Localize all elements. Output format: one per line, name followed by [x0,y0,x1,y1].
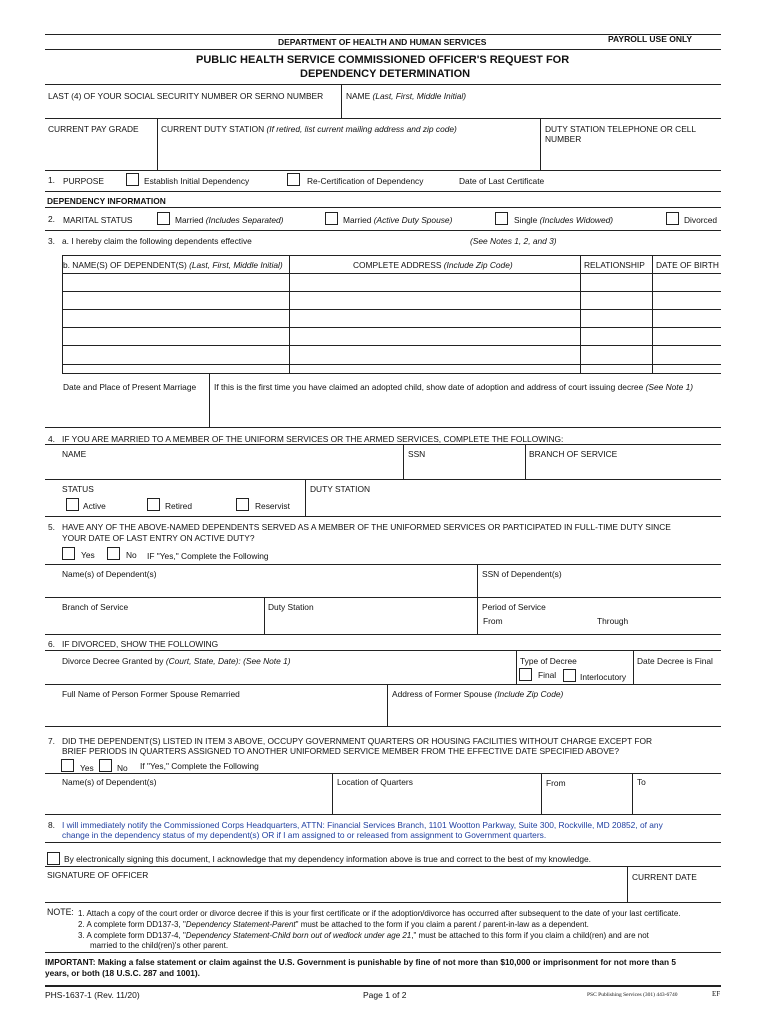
divorce-decree-label: Divorce Decree Granted by (Court, State, Date): (See Note 1) [62,656,291,666]
duty-station-label: CURRENT DUTY STATION (If retired, list current mailing address and zip code) [161,124,457,134]
item5-duty-label: Duty Station [268,602,314,612]
item7-names-label: Name(s) of Dependent(s) [62,777,157,787]
effective-date-field[interactable] [266,233,461,246]
status-active-checkbox[interactable] [66,498,79,511]
spouse-branch-field[interactable] [527,460,720,478]
note-1: 1. Attach a copy of the court order or divorce decree if this is your first certificate or if the adoption/divorce has occurred after subsequent to the date of your last certificate. [78,909,681,918]
date-decree-final-label: Date Decree is Final [637,656,713,666]
present-marriage-field[interactable] [63,394,208,426]
item5-branch-label: Branch of Service [62,602,129,612]
item3-number: 3. [48,236,55,246]
payroll-use-only: PAYROLL USE ONLY [608,34,693,44]
marital-status-label: MARITAL STATUS [63,215,133,225]
dependent-names-header: b. NAME(S) OF DEPENDENT(S) (Last, First, Middle Initial) [63,260,283,270]
spouse-name-field[interactable] [47,460,402,478]
single-checkbox[interactable] [495,212,508,225]
last-certificate-field[interactable] [556,173,720,187]
item5-names-field[interactable] [47,580,476,596]
single-label: Single (Includes Widowed) [514,215,614,225]
form-title-line2: DEPENDENCY DETERMINATION [300,68,471,80]
date-decree-final-field[interactable] [635,667,720,683]
item5-period-label: Period of Service [482,602,546,612]
complete-address-header: COMPLETE ADDRESS (Include Zip Code) [353,260,513,270]
note-3-continued: married to the child(ren)'s other parent. [90,941,229,950]
item1-number: 1. [48,175,55,185]
item7-from-label: From [546,778,566,788]
former-spouse-address-field[interactable] [389,701,720,725]
signature-label: SIGNATURE OF OFFICER [47,870,149,880]
divorce-decree-field[interactable] [47,667,515,683]
status-reservist-checkbox[interactable] [236,498,249,511]
relationship-header: RELATIONSHIP [584,260,645,270]
item6-number: 6. [48,639,55,649]
item5-duty-field[interactable] [266,613,476,633]
item5-names-label: Name(s) of Dependent(s) [62,569,157,579]
dependent-row[interactable] [63,310,720,326]
note-3: 3. A complete form DD137-4, "Dependency Statement-Child born out of wedlock under age 21," must be attached to this form if you claim a child(ren) and are not [78,931,649,940]
department-name: DEPARTMENT OF HEALTH AND HUMAN SERVICES [278,37,487,47]
decree-interlocutory-checkbox[interactable] [563,669,576,682]
location-of-quarters-field[interactable] [334,789,540,813]
item5-question-line1: HAVE ANY OF THE ABOVE-NAMED DEPENDENTS SERVED AS A MEMBER OF THE UNIFORMED SERVICES OR PARTICIPATED IN FULL-TIME DUTY SINCE [62,522,671,532]
item7-no-checkbox[interactable] [99,759,112,772]
status-retired-label: Retired [165,501,192,511]
spouse-branch-label: BRANCH OF SERVICE [529,449,618,459]
item7-to-field[interactable] [634,789,720,813]
married-active-duty-label: Married (Active Duty Spouse) [343,215,453,225]
important-line1: IMPORTANT: Making a false statement or claim against the U.S. Government is punishable by fine of not more than $10,000 or imprisonment for not more than 5 [45,957,676,967]
item7-number: 7. [48,736,55,746]
last-certificate-label: Date of Last Certificate [459,176,545,186]
present-marriage-label: Date and Place of Present Marriage [63,382,197,392]
item4-number: 4. [48,434,55,444]
date-of-birth-header: DATE OF BIRTH [656,260,719,270]
dependent-row[interactable] [63,292,720,308]
spouse-duty-station-label: DUTY STATION [310,484,371,494]
item2-number: 2. [48,214,55,224]
dependency-info-heading: DEPENDENCY INFORMATION [47,196,166,206]
item8-number: 8. [48,820,55,830]
ssn-field[interactable] [46,101,340,117]
acknowledge-checkbox[interactable] [47,852,60,865]
recertification-checkbox[interactable] [287,173,300,186]
divorced-label: Divorced [684,215,718,225]
married-separated-label: Married (Includes Separated) [175,215,284,225]
page-number: Page 1 of 2 [363,990,407,1000]
item5-through-label: Through [597,616,629,626]
item4-question: IF YOU ARE MARRIED TO A MEMBER OF THE UNIFORM SERVICES OR THE ARMED SERVICES, COMPLETE THE FOLLOWING: [62,434,564,444]
signature-field[interactable] [47,881,626,901]
name-label: NAME (Last, First, Middle Initial) [346,91,467,101]
duty-station-field[interactable] [159,136,539,168]
adoption-info-field[interactable] [211,394,720,426]
publisher-credit: PSC Publishing Services (301) 443-6740 [587,992,678,998]
spouse-ssn-label: SSN [408,449,426,459]
status-active-label: Active [83,501,106,511]
item5-no-label: No [126,550,137,560]
status-retired-checkbox[interactable] [147,498,160,511]
item7-question-line2: BRIEF PERIODS IN QUARTERS ASSIGNED TO ANOTHER UNIFORMED SERVICE MEMBER FROM THE EFFECTIVE DATE SPECIFIED ABOVE? [62,746,620,756]
important-line2: years, or both (18 U.S.C. 287 and 1001). [45,968,200,978]
spouse-duty-station-field[interactable] [307,496,720,515]
establish-initial-label: Establish Initial Dependency [144,176,250,186]
item5-yes-label: Yes [81,550,95,560]
divorced-checkbox[interactable] [666,212,679,225]
adopted-child-label: If this is the first time you have claimed an adopted child, show date of adoption and address of court issuing decree (See Note 1) [214,382,694,392]
ef-mark: EF [712,990,721,998]
decree-final-label: Final [538,670,557,680]
dependent-row[interactable] [63,346,720,362]
item8-statement-line2: change in the dependency status of my dependent(s) OR if I am assigned to or released from assignment to Government quarters. [62,830,547,840]
spouse-status-label: STATUS [62,484,94,494]
ssn-label: LAST (4) OF YOUR SOCIAL SECURITY NUMBER OR SERNO NUMBER [48,91,324,101]
establish-initial-checkbox[interactable] [126,173,139,186]
item7-yes-checkbox[interactable] [61,759,74,772]
recertification-label: Re-Certification of Dependency [307,176,424,186]
spouse-name-label: NAME [62,449,87,459]
location-of-quarters-label: Location of Quarters [337,777,413,787]
spouse-ssn-field[interactable] [405,460,524,478]
form-number: PHS-1637-1 (Rev. 11/20) [45,990,140,1000]
type-of-decree-label: Type of Decree [520,656,577,666]
phone-label-line2: NUMBER [545,134,582,144]
current-date-label: CURRENT DATE [632,872,697,882]
dependent-row[interactable] [63,328,720,344]
see-notes-label: (See Notes 1, 2, and 3) [470,236,557,246]
married-separated-checkbox[interactable] [157,212,170,225]
purpose-label: PURPOSE [63,176,104,186]
item5-question-line2: YOUR DATE OF LAST ENTRY ON ACTIVE DUTY? [62,533,255,543]
form-title-line1: PUBLIC HEALTH SERVICE COMMISSIONED OFFICER'S REQUEST FOR [196,54,570,66]
item5-no-checkbox[interactable] [107,547,120,560]
item5-ssn-label: SSN of Dependent(s) [482,569,562,579]
pay-grade-field[interactable] [46,136,156,168]
former-spouse-remarried-label: Full Name of Person Former Spouse Remarried [62,689,240,699]
married-active-duty-checkbox[interactable] [325,212,338,225]
phone-label-line1: DUTY STATION TELEPHONE OR CELL [545,124,697,134]
item7-if-yes-label: If "Yes," Complete the Following [140,761,259,771]
acknowledge-label: By electronically signing this document, I acknowledge that my dependency information above is true and correct to the best of my knowledge. [64,854,591,864]
pay-grade-label: CURRENT PAY GRADE [48,124,139,134]
item7-no-label: No [117,763,128,773]
item8-statement-line1: I will immediately notify the Commissioned Corps Headquarters, ATTN: Financial Services Branch, 1101 Wootton Parkway, Suite 300, Rockville, MD 20852, of any [62,820,663,830]
name-field[interactable] [343,101,720,117]
decree-interlocutory-label: Interlocutory [580,672,627,682]
item5-branch-field[interactable] [47,613,263,633]
item7-question-line1: DID THE DEPENDENT(S) LISTED IN ITEM 3 ABOVE, OCCUPY GOVERNMENT QUARTERS OR HOUSING FACILITIES WITHOUT CHARGE EXCEPT FOR [62,736,653,746]
item7-to-label: To [637,777,646,787]
phone-field[interactable] [542,146,720,168]
item5-if-yes-label: IF "Yes," Complete the Following [147,551,269,561]
dependent-row[interactable] [63,274,720,290]
note-2: 2. A complete form DD137-3, "Dependency Statement-Parent" must be attached to the form if you claim a parent / parent-in-law as a dependent. [78,920,589,929]
former-spouse-remarried-field[interactable] [47,701,386,725]
decree-final-checkbox[interactable] [519,668,532,681]
item5-ssn-field[interactable] [479,580,720,596]
status-reservist-label: Reservist [255,501,290,511]
current-date-field[interactable] [629,884,720,901]
item7-yes-label: Yes [80,763,94,773]
item5-from-label: From [483,616,503,626]
item7-from-field[interactable] [543,789,631,813]
claim-effective-label: a. I hereby claim the following dependents effective [62,236,252,246]
item5-yes-checkbox[interactable] [62,547,75,560]
item5-number: 5. [48,522,55,532]
item7-names-field[interactable] [47,789,331,813]
former-spouse-address-label: Address of Former Spouse (Include Zip Code) [392,689,564,699]
item6-heading: IF DIVORCED, SHOW THE FOLLOWING [62,639,219,649]
note-label: NOTE: [47,907,74,917]
